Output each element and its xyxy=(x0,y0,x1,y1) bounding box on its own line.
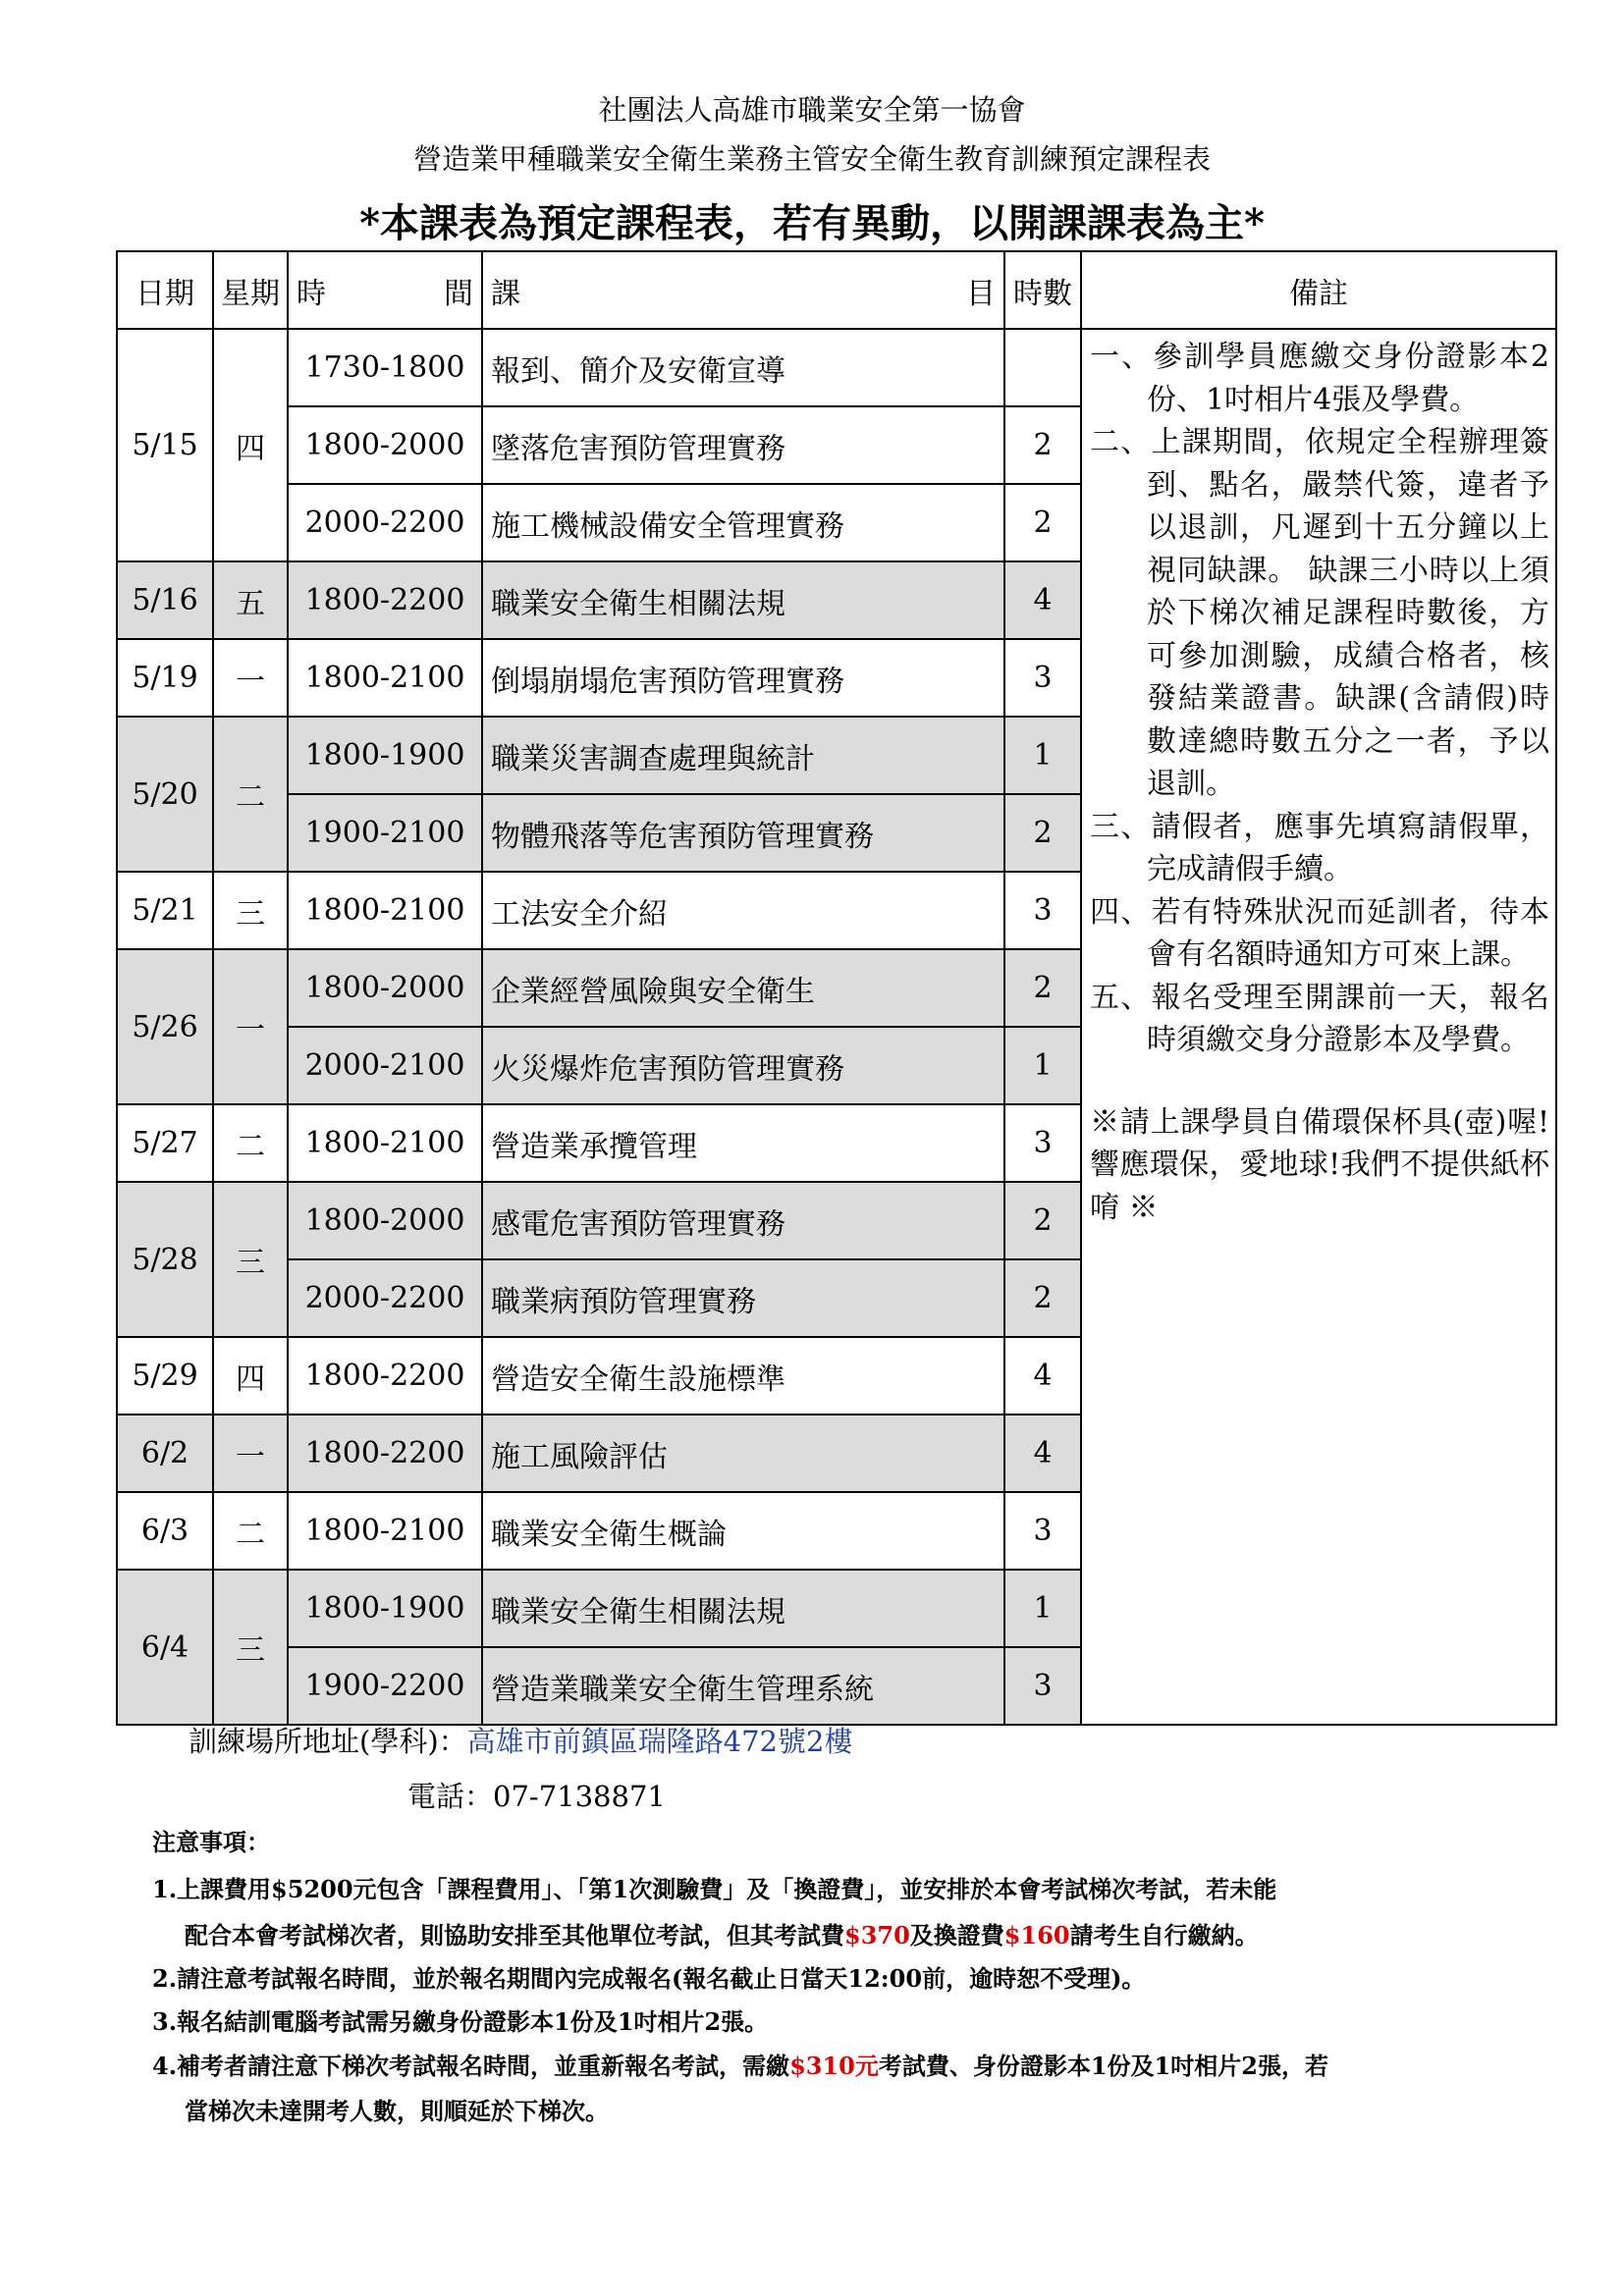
time-cell: 1800-2100 xyxy=(288,639,482,717)
date-cell: 5/16 xyxy=(117,561,213,639)
course-cell: 施工風險評估 xyxy=(482,1415,1004,1492)
hours-cell: 2 xyxy=(1004,949,1081,1027)
hours-cell: 2 xyxy=(1004,484,1081,561)
eco-cup-note: ※請上課學員自備環保杯具(壺)喔!響應環保，愛地球!我們不提供紙杯唷 ※ xyxy=(1090,1104,1549,1225)
course-cell: 職業安全衛生相關法規 xyxy=(482,561,1004,639)
weekday-cell: 三 xyxy=(213,872,288,949)
weekday-cell: 三 xyxy=(213,1182,288,1337)
hours-cell: 2 xyxy=(1004,1182,1081,1259)
date-cell: 6/4 xyxy=(117,1570,213,1725)
weekday-cell: 一 xyxy=(213,949,288,1104)
hours-cell: 4 xyxy=(1004,561,1081,639)
hours-cell: 2 xyxy=(1004,794,1081,872)
course-cell: 企業經營風險與安全衛生 xyxy=(482,949,1004,1027)
remarks-spacer xyxy=(1090,1062,1549,1101)
hours-cell xyxy=(1004,329,1081,406)
course-cell: 職業病預防管理實務 xyxy=(482,1259,1004,1337)
weekday-cell: 五 xyxy=(213,561,288,639)
note-4-line-1 xyxy=(152,2047,1328,2081)
time-cell: 1800-2100 xyxy=(288,1104,482,1182)
date-cell: 5/27 xyxy=(117,1104,213,1182)
date-cell: 5/28 xyxy=(117,1182,213,1337)
time-cell: 1730-1800 xyxy=(288,329,482,406)
date-cell: 5/21 xyxy=(117,872,213,949)
note-2: 2.請注意考試報名時間，並於報名期間內完成報名(報名截止日當天12:00前，逾時恕不受理)。 xyxy=(152,1964,1146,1993)
time-cell: 1800-2100 xyxy=(288,1492,482,1570)
remark-item: 五、報名受理至開課前一天，報名時須繳交身分證影本及學費。 xyxy=(1090,980,1549,1057)
exam-fee: $370 xyxy=(844,1921,910,1949)
weekday-cell: 二 xyxy=(213,717,288,872)
table-row xyxy=(117,329,1556,406)
header-hours: 時數 xyxy=(1004,251,1081,329)
weekday-cell: 二 xyxy=(213,1492,288,1570)
date-cell: 5/19 xyxy=(117,639,213,717)
header-time xyxy=(288,251,482,329)
header-time-b: 間 xyxy=(444,276,473,311)
hours-cell: 2 xyxy=(1004,1259,1081,1337)
time-cell: 1800-2000 xyxy=(288,406,482,484)
time-cell: 1800-2200 xyxy=(288,1415,482,1492)
date-cell: 6/3 xyxy=(117,1492,213,1570)
time-cell: 1800-2000 xyxy=(288,949,482,1027)
date-cell: 5/15 xyxy=(117,329,213,561)
time-cell: 1800-2200 xyxy=(288,561,482,639)
remark-item: 二、上課期間，依規定全程辦理簽到、點名，嚴禁代簽，違者予以退訓，凡遲到十五分鐘以上視同缺課。 缺課三小時以上須於下梯次補足課程時數後，方可參加測驗，成績合格者，核發結業證書。缺課(含請假)時數達總時數五分之一者，予以退訓。 xyxy=(1090,425,1549,801)
remark-item: 一、參訓學員應繳交身份證影本2份、1吋相片4張及學費。 xyxy=(1090,340,1549,417)
notes-title: 注意事項： xyxy=(152,1828,270,1856)
time-cell: 2000-2100 xyxy=(288,1027,482,1104)
training-address xyxy=(189,1720,852,1760)
hours-cell: 1 xyxy=(1004,1027,1081,1104)
weekday-cell: 四 xyxy=(213,1337,288,1415)
course-cell: 感電危害預防管理實務 xyxy=(482,1182,1004,1259)
course-cell: 職業災害調查處理與統計 xyxy=(482,717,1004,794)
course-cell: 倒塌崩塌危害預防管理實務 xyxy=(482,639,1004,717)
course-cell: 職業安全衛生概論 xyxy=(482,1492,1004,1570)
weekday-cell: 一 xyxy=(213,639,288,717)
time-cell: 1800-1900 xyxy=(288,1570,482,1647)
course-cell: 工法安全介紹 xyxy=(482,872,1004,949)
course-cell: 物體飛落等危害預防管理實務 xyxy=(482,794,1004,872)
time-cell: 1800-2100 xyxy=(288,872,482,949)
weekday-cell: 一 xyxy=(213,1415,288,1492)
certificate-fee: $160 xyxy=(1003,1921,1070,1949)
time-cell: 1800-2000 xyxy=(288,1182,482,1259)
note-1-text-a: 配合本會考試梯次者，則協助安排至其他單位考試，但其考試費 xyxy=(185,1921,844,1949)
date-cell: 5/29 xyxy=(117,1337,213,1415)
note-1-line-2 xyxy=(185,1916,1259,1950)
hours-cell: 3 xyxy=(1004,872,1081,949)
address-value: 高雄市前鎮區瑞隆路472號2樓 xyxy=(466,1725,853,1758)
schedule-body xyxy=(117,329,1556,1725)
weekday-cell: 二 xyxy=(213,1104,288,1182)
date-cell: 6/2 xyxy=(117,1415,213,1492)
hours-cell: 3 xyxy=(1004,1492,1081,1570)
note-4-text-a: 4.補考者請注意下梯次考試報名時間，並重新報名考試，需繳 xyxy=(152,2052,790,2080)
hours-cell: 3 xyxy=(1004,639,1081,717)
time-cell: 1900-2100 xyxy=(288,794,482,872)
schedule-table xyxy=(116,250,1557,1726)
weekday-cell: 三 xyxy=(213,1570,288,1725)
date-cell: 5/26 xyxy=(117,949,213,1104)
time-cell: 1800-1900 xyxy=(288,717,482,794)
hours-cell: 1 xyxy=(1004,1570,1081,1647)
header-course-b: 目 xyxy=(966,276,996,311)
time-cell: 1900-2200 xyxy=(288,1647,482,1725)
header-time-a: 時 xyxy=(297,276,326,311)
weekday-cell: 四 xyxy=(213,329,288,561)
header-course xyxy=(482,251,1004,329)
date-cell: 5/20 xyxy=(117,717,213,872)
course-cell: 報到、簡介及安衛宣導 xyxy=(482,329,1004,406)
phone-number: 電話：07-7138871 xyxy=(407,1780,666,1813)
note-1-text-c: 請考生自行繳納。 xyxy=(1069,1921,1259,1949)
table-header-row xyxy=(117,251,1556,329)
hours-cell: 3 xyxy=(1004,1104,1081,1182)
note-1-line-1: 1.上課費用$5200元包含「課程費用」、「第1次測驗費」及「換證費」，並安排於本會考試梯次考試，若未能 xyxy=(152,1875,1277,1903)
course-cell: 營造安全衛生設施標準 xyxy=(482,1337,1004,1415)
time-cell: 2000-2200 xyxy=(288,484,482,561)
note-3: 3.報名結訓電腦考試需另繳身份證影本1份及1吋相片2張。 xyxy=(152,2007,769,2036)
hours-cell: 1 xyxy=(1004,717,1081,794)
course-cell: 營造業承攬管理 xyxy=(482,1104,1004,1182)
header-date: 日期 xyxy=(117,251,213,329)
address-label: 訓練場所地址(學科)： xyxy=(189,1725,467,1758)
retake-fee: $310元 xyxy=(789,2052,879,2080)
course-cell: 施工機械設備安全管理實務 xyxy=(482,484,1004,561)
note-4-text-b: 考試費、身份證影本1份及1吋相片2張，若 xyxy=(878,2052,1328,2080)
organization-name: 社團法人高雄市職業安全第一協會 xyxy=(598,93,1026,127)
header-course-a: 課 xyxy=(491,276,520,311)
remark-item: 四、若有特殊狀況而延訓者，待本會有名額時通知方可來上課。 xyxy=(1090,894,1549,972)
note-1-text-b: 及換證費 xyxy=(909,1921,1004,1949)
schedule-notice: *本課表為預定課程表，若有異動，以開課課表為主* xyxy=(359,200,1265,246)
hours-cell: 4 xyxy=(1004,1337,1081,1415)
hours-cell: 2 xyxy=(1004,406,1081,484)
note-4-line-2: 當梯次未達開考人數，則順延於下梯次。 xyxy=(185,2097,609,2125)
header-weekday: 星期 xyxy=(213,251,288,329)
time-cell: 2000-2200 xyxy=(288,1259,482,1337)
hours-cell: 3 xyxy=(1004,1647,1081,1725)
header-remarks: 備註 xyxy=(1081,251,1556,329)
remark-item: 三、請假者，應事先填寫請假單，完成請假手續。 xyxy=(1090,809,1549,886)
hours-cell: 4 xyxy=(1004,1415,1081,1492)
time-cell: 1800-2200 xyxy=(288,1337,482,1415)
course-cell: 職業安全衛生相關法規 xyxy=(482,1570,1004,1647)
course-cell: 營造業職業安全衛生管理系統 xyxy=(482,1647,1004,1725)
remarks-cell xyxy=(1081,329,1556,1725)
course-cell: 墜落危害預防管理實務 xyxy=(482,406,1004,484)
course-cell: 火災爆炸危害預防管理實務 xyxy=(482,1027,1004,1104)
course-title: 營造業甲種職業安全衛生業務主管安全衛生教育訓練預定課程表 xyxy=(412,142,1211,176)
